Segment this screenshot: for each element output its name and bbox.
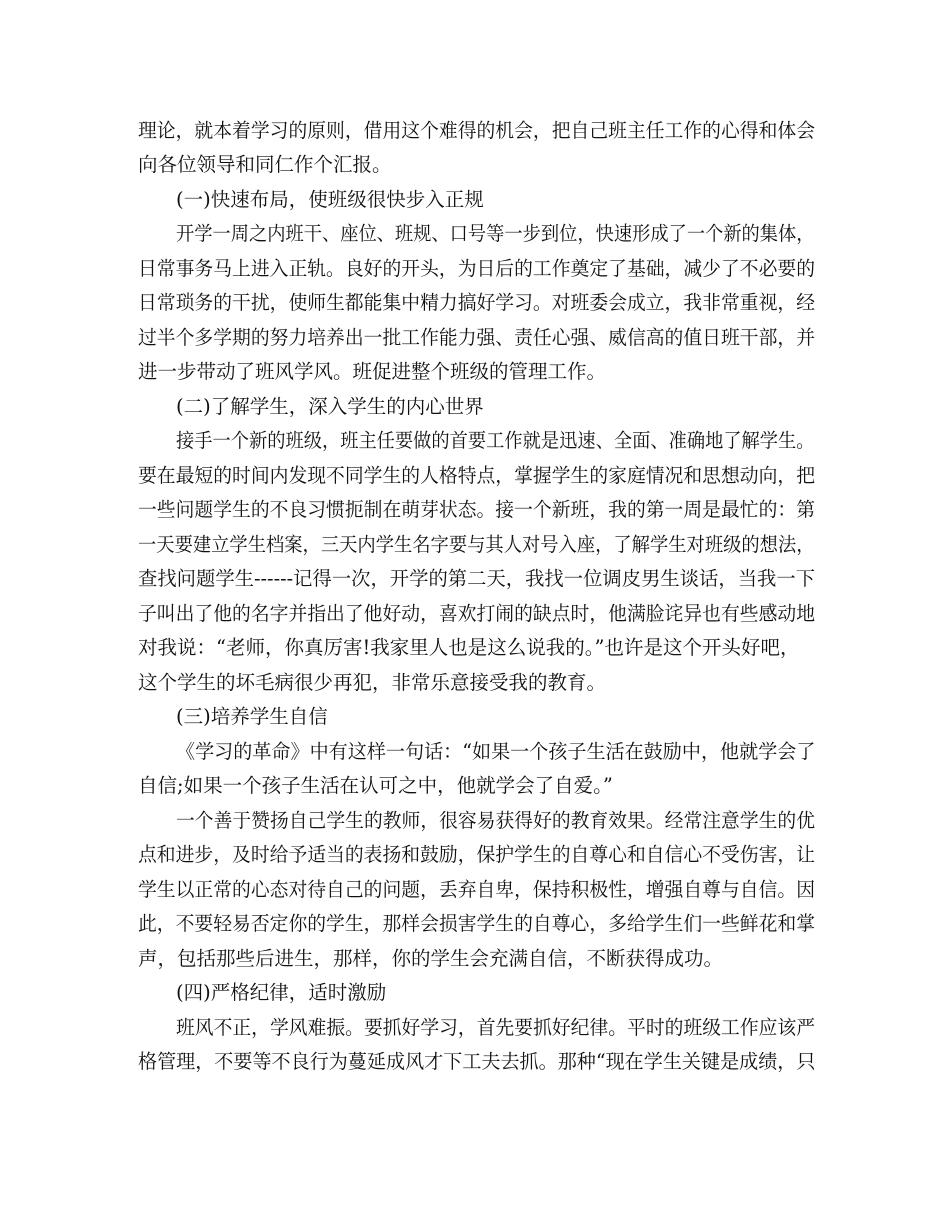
text-line: 点和进步，及时给予适当的表扬和鼓励，保护学生的自尊心和自信心不受伤害，让 — [138, 843, 816, 866]
text-line: 理论，就本着学习的原则，借用这个难得的机会，把自己班主任工作的心得和体会 — [138, 119, 816, 142]
text-line: 日常事务马上进入正轨。良好的开头，为日后的工作奠定了基础，减少了不必要的 — [138, 257, 816, 280]
text-line: 此，不要轻易否定你的学生，那样会损害学生的自尊心，多给学生们一些鲜花和掌 — [138, 912, 816, 935]
section-heading: (二)了解学生，深入学生的内心世界 — [176, 395, 484, 418]
text-line: 日常琐务的干扰，使师生都能集中精力搞好学习。对班委会成立，我非常重视，经 — [138, 291, 816, 314]
text-line: 一个善于赞扬自己学生的教师，很容易获得好的教育效果。经常注意学生的优 — [176, 809, 816, 832]
text-line: 声，包括那些后进生，那样，你的学生会充满自信，不断获得成功。 — [138, 947, 724, 970]
text-line: 向各位领导和同仁作个汇报。 — [138, 153, 392, 176]
text-line: 要在最短的时间内发现不同学生的人格特点，掌握学生的家庭情况和思想动向，把 — [138, 464, 816, 487]
section-heading: (四)严格纪律，适时激励 — [176, 981, 387, 1004]
text-line: 《学习的革命》中有这样一句话：“如果一个孩子生活在鼓励中，他就学会了 — [176, 740, 816, 763]
section-heading: (一)快速布局，使班级很快步入正规 — [176, 188, 484, 211]
text-line: 这个学生的坏毛病很少再犯，非常乐意接受我的教育。 — [138, 671, 607, 694]
text-line: 接手一个新的班级，班主任要做的首要工作就是迅速、全面、准确地了解学生。 — [176, 429, 815, 452]
text-line: 自信;如果一个孩子生活在认可之中，他就学会了自爱。” — [138, 774, 613, 797]
text-line: 一些问题学生的不良习惯扼制在萌芽状态。接一个新班，我的第一周是最忙的：第 — [138, 498, 816, 521]
text-line: 一天要建立学生档案，三天内学生名字要与其人对号入座，了解学生对班级的想法， — [138, 533, 815, 556]
text-line: 子叫出了他的名字并指出了他好动，喜欢打闹的缺点时，他满脸诧异也有些感动地 — [138, 602, 816, 625]
text-line: 对我说：“老师，你真厉害!我家里人也是这么说我的。”也许是这个开头好吧， — [138, 636, 800, 659]
text-line: 查找问题学生------记得一次，开学的第二天，我找一位调皮男生谈话，当我一下 — [138, 567, 816, 590]
text-line: 进一步带动了班风学风。班促进整个班级的管理工作。 — [138, 360, 607, 383]
text-line: 开学一周之内班干、座位、班规、口号等一步到位，快速形成了一个新的集体， — [176, 222, 815, 245]
text-line: 班风不正，学风难振。要抓好学习，首先要抓好纪律。平时的班级工作应该严 — [176, 1016, 816, 1039]
text-line: 格管理，不要等不良行为蔓延成风才下工夫去抓。那种“现在学生关键是成绩，只 — [138, 1050, 816, 1073]
text-line: 过半个多学期的努力培养出一批工作能力强、责任心强、威信高的值日班干部，并 — [138, 326, 816, 349]
text-line: 学生以正常的心态对待自己的问题，丢弃自卑，保持积极性，增强自尊与自信。因 — [138, 878, 816, 901]
section-heading: (三)培养学生自信 — [176, 705, 328, 728]
